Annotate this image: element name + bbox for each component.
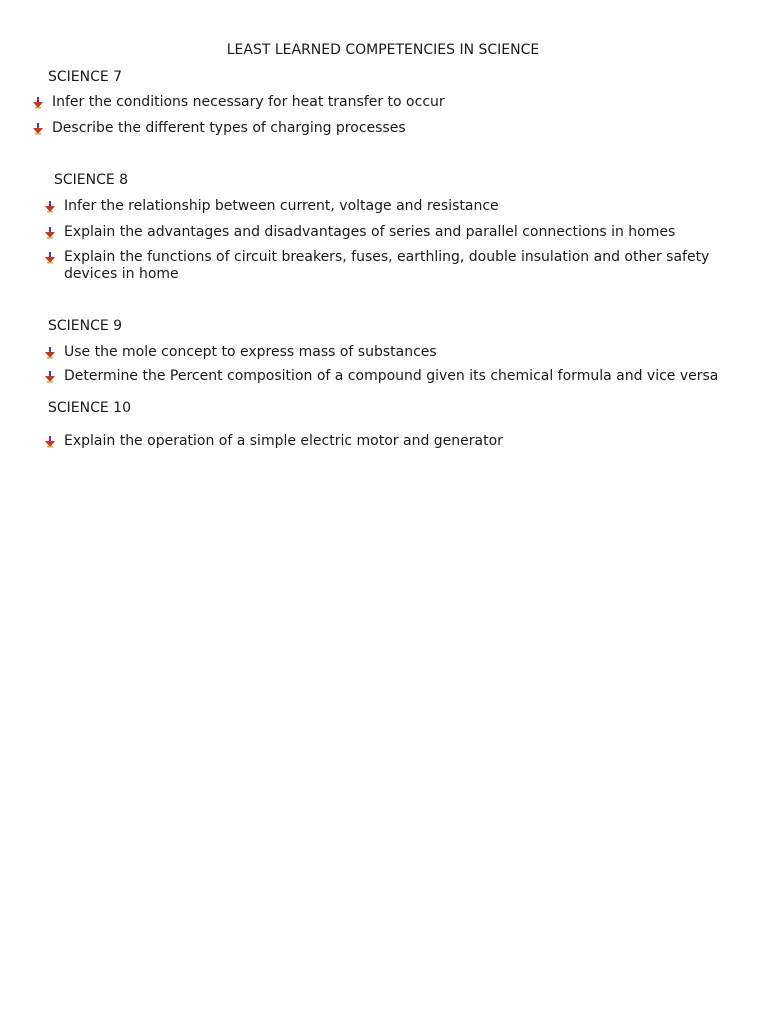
arrow-down-bullet-icon	[44, 201, 56, 213]
list-item-text: Explain the functions of circuit breakers, fuses, earthling, double insulation and other safety devices in home	[64, 249, 710, 282]
list-item	[44, 198, 754, 215]
list-item-text: Infer the relationship between current, voltage and resistance	[64, 198, 499, 214]
arrow-down-bullet-icon	[44, 227, 56, 239]
list-item	[44, 344, 754, 361]
list-item	[44, 224, 754, 241]
section-heading-science-9: SCIENCE 9	[48, 318, 123, 334]
page-title: LEAST LEARNED COMPETENCIES IN SCIENCE	[226, 42, 540, 58]
arrow-down-bullet-icon	[44, 436, 56, 448]
list-item	[44, 249, 756, 283]
list-item-text: Use the mole concept to express mass of substances	[64, 344, 437, 360]
arrow-down-bullet-icon	[44, 252, 56, 264]
list-item	[32, 94, 752, 111]
list-item-text: Determine the Percent composition of a compound given its chemical formula and vice versa	[64, 368, 719, 384]
list-item-text: Describe the different types of charging processes	[52, 120, 406, 136]
section-heading-science-8: SCIENCE 8	[54, 172, 129, 188]
list-item-text: Explain the advantages and disadvantages of series and parallel connections in homes	[64, 224, 676, 240]
list-item	[44, 433, 754, 450]
arrow-down-bullet-icon	[32, 123, 44, 135]
arrow-down-bullet-icon	[44, 371, 56, 383]
arrow-down-bullet-icon	[44, 347, 56, 359]
arrow-down-bullet-icon	[32, 97, 44, 109]
section-heading-science-10: SCIENCE 10	[48, 400, 131, 416]
list-item-text: Infer the conditions necessary for heat transfer to occur	[52, 94, 445, 110]
section-heading-science-7: SCIENCE 7	[48, 69, 123, 85]
list-item-text: Explain the operation of a simple electric motor and generator	[64, 433, 503, 449]
list-item	[32, 120, 752, 137]
list-item	[44, 368, 754, 385]
